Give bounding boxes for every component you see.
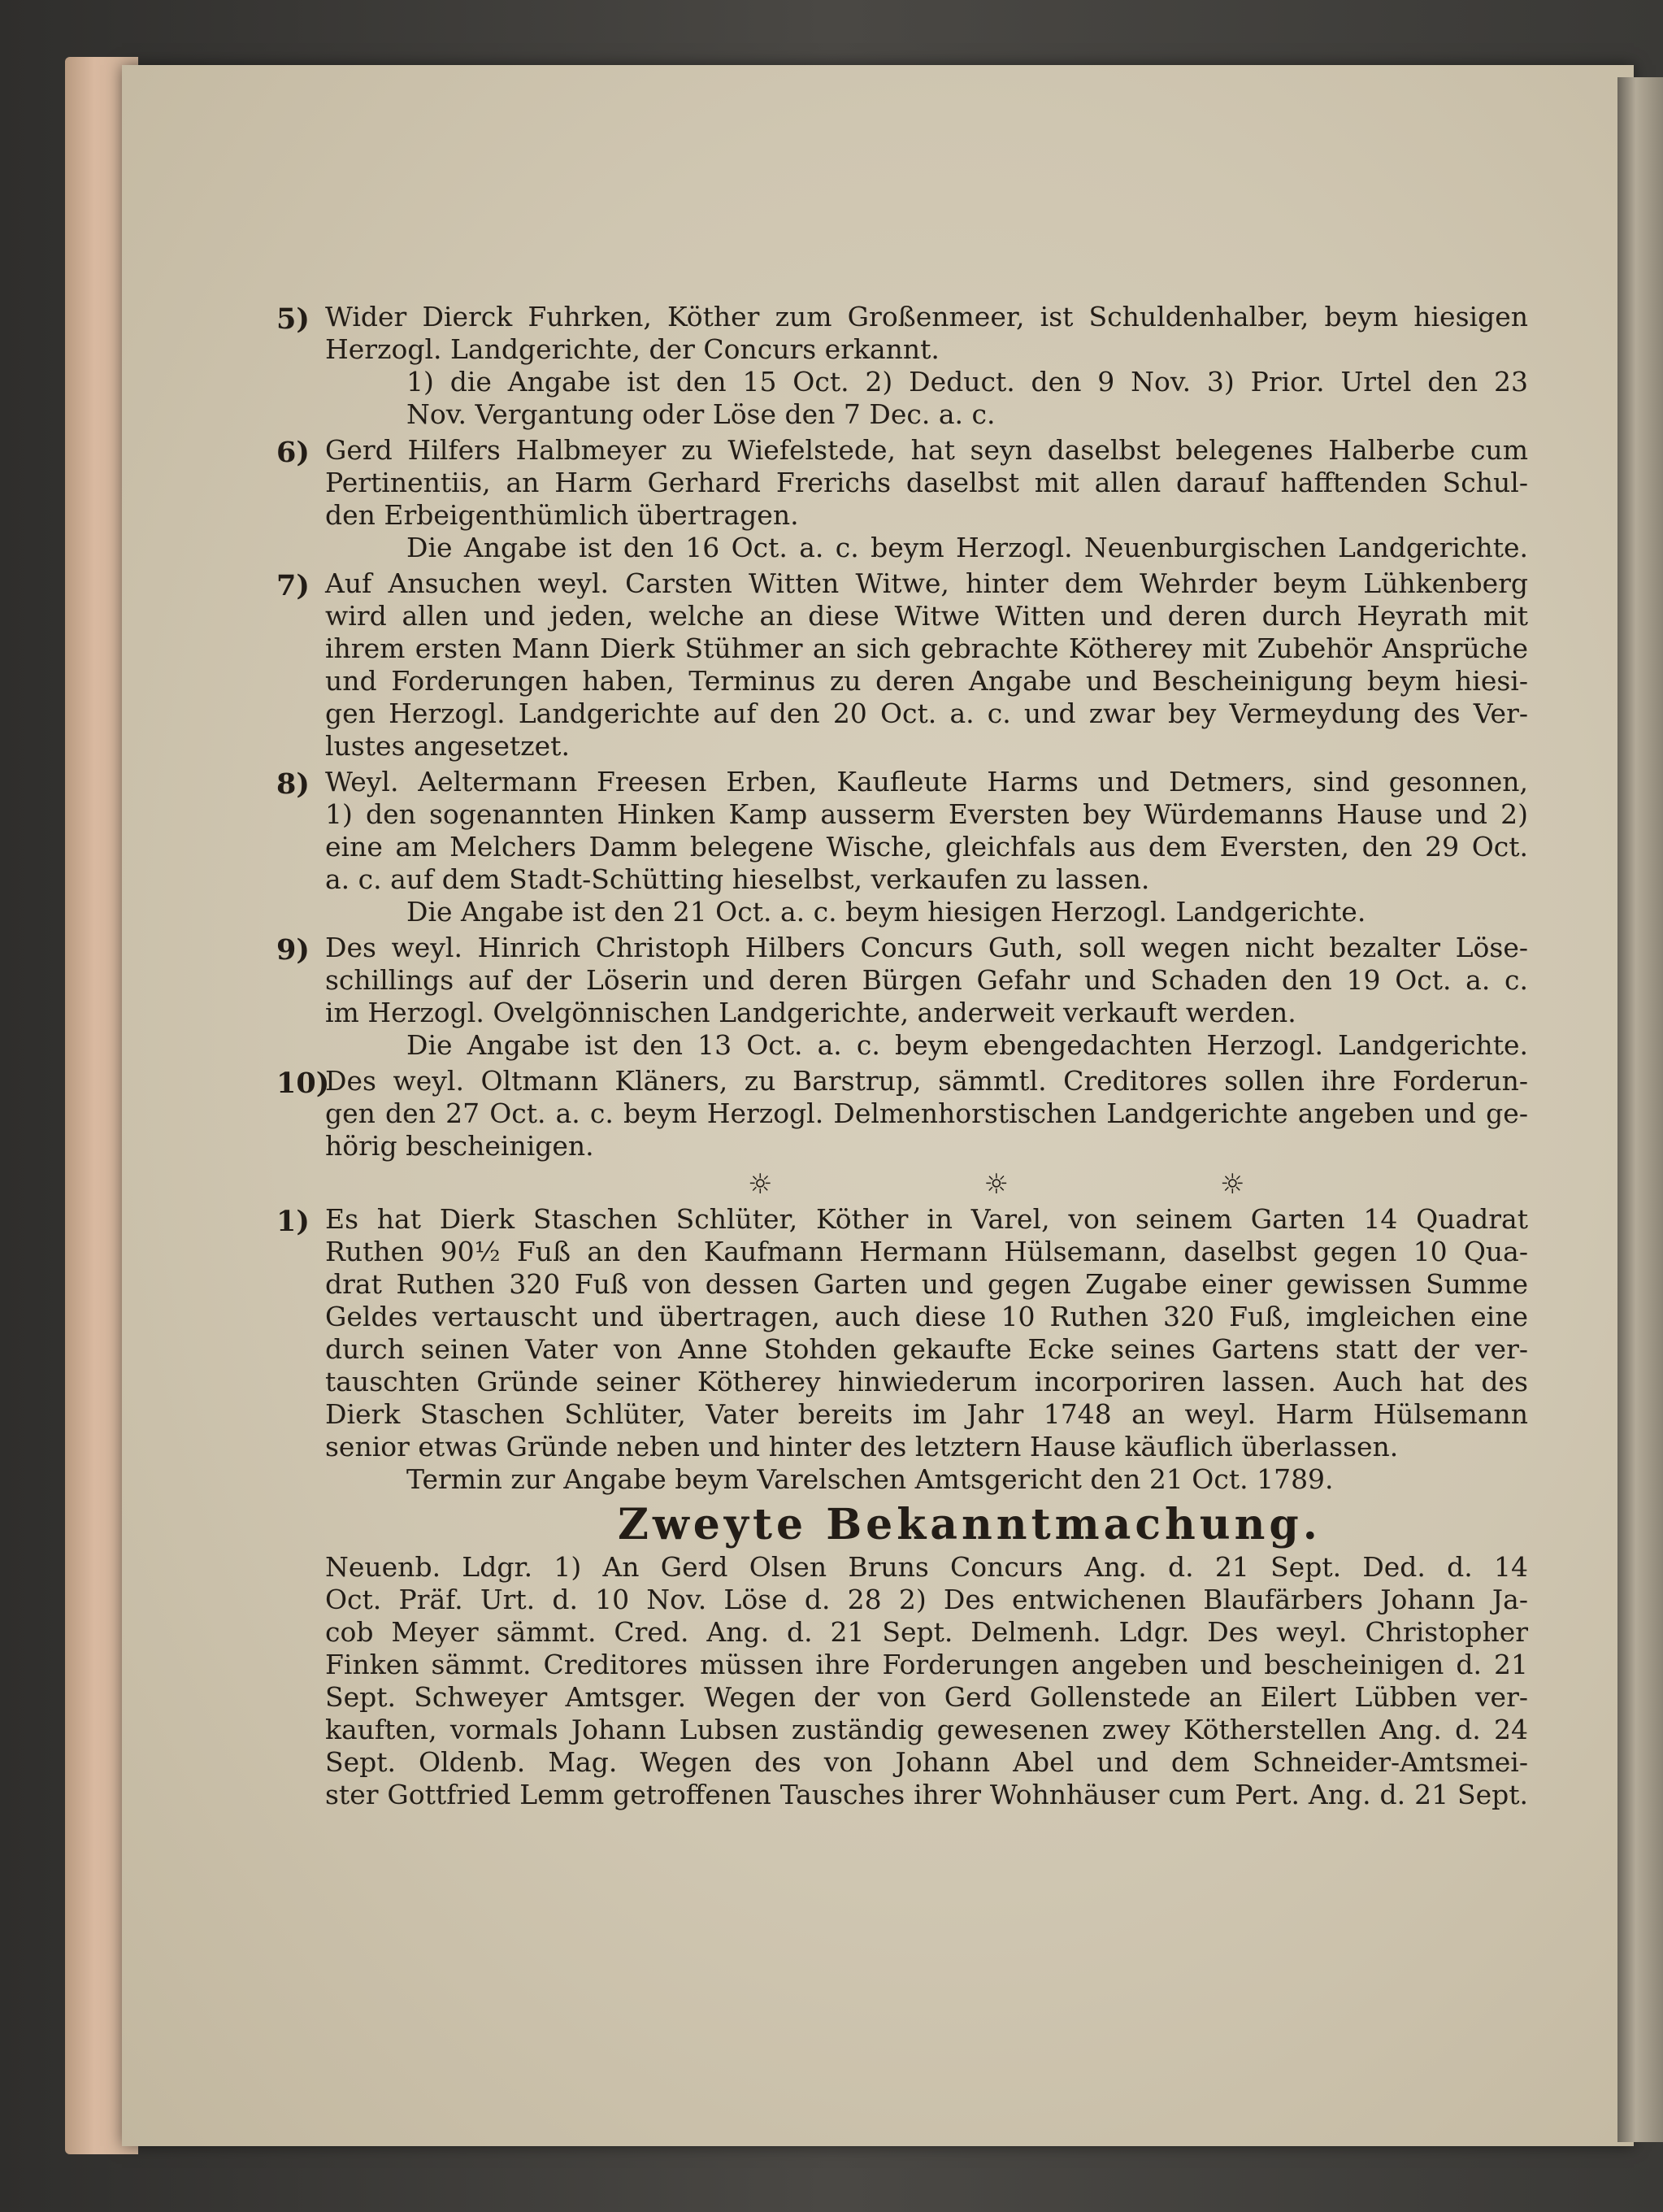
text-line: Es hat Dierk Staschen Schlüter, Köther in Varel, von seinem Garten 14 Quadrat <box>325 1203 1528 1235</box>
entry-6 <box>276 434 1528 564</box>
next-page-gutter <box>1617 77 1663 2142</box>
second-announcement <box>325 1551 1528 1811</box>
entry-number: 9) <box>276 933 310 967</box>
text-line: eine am Melchers Damm belegene Wische, gleichfals aus dem Eversten, den 29 Oct. <box>325 831 1528 863</box>
text-line: Geldes vertauscht und übertragen, auch diese 10 Ruthen 320 Fuß, imgleichen eine <box>325 1301 1528 1332</box>
text-line: 1) den sogenannten Hinken Kamp ausserm Eversten bey Würdemanns Hause und 2) <box>325 798 1528 830</box>
text-line: Termin zur Angabe beym Varelschen Amtsgericht den 21 Oct. 1789. <box>406 1463 1334 1495</box>
text-line: Des weyl. Hinrich Christoph Hilbers Concurs Guth, soll wegen nicht bezalter Löse- <box>325 932 1528 963</box>
text-line: Sept. Schweyer Amtsger. Wegen der von Gerd Gollenstede an Eilert Lübben ver- <box>325 1681 1528 1713</box>
entry-7 <box>276 567 1528 763</box>
entry-varel <box>276 1203 1528 1496</box>
entry-number: 7) <box>276 569 310 602</box>
text-line: drat Ruthen 320 Fuß von dessen Garten und gegen Zugabe einer gewissen Summe <box>325 1268 1528 1300</box>
text-line: und Forderungen haben, Terminus zu deren Angabe und Bescheinigung beym hiesi- <box>325 665 1528 697</box>
text-line: cob Meyer sämmt. Cred. Ang. d. 21 Sept. Delmenh. Ldgr. Des weyl. Christopher <box>325 1616 1528 1648</box>
text-line: im Herzogl. Ovelgönnischen Landgerichte, anderweit verkauft werden. <box>325 997 1296 1028</box>
text-line: wird allen und jeden, welche an diese Witwe Witten und deren durch Heyrath mit <box>325 600 1528 632</box>
text-line: gen Herzogl. Landgerichte auf den 20 Oct. a. c. und zwar bey Vermeydung des Ver- <box>325 697 1528 729</box>
text-line: Finken sämmt. Creditores müssen ihre Forderungen angeben und bescheinigen d. 21 <box>325 1649 1528 1680</box>
text-line: Die Angabe ist den 16 Oct. a. c. beym Herzogl. Neuenburgischen Landgerichte. <box>406 532 1528 563</box>
entry-number: 10) <box>276 1067 330 1100</box>
entry-number: 6) <box>276 436 310 469</box>
text-line: Sept. Oldenb. Mag. Wegen des von Johann Abel und dem Schneider-Amtsmei- <box>325 1746 1528 1778</box>
text-line: gen den 27 Oct. a. c. beym Herzogl. Delmenhorstischen Landgerichte angeben und ge- <box>325 1097 1528 1129</box>
text-line: schillings auf der Löserin und deren Bürgen Gefahr und Schaden den 19 Oct. a. c. <box>325 964 1528 996</box>
text-line: ihrem ersten Mann Dierk Stühmer an sich gebrachte Kötherey mit Zubehör Ansprüche <box>325 632 1528 664</box>
text-line: Weyl. Aeltermann Freesen Erben, Kaufleute Harms und Detmers, sind gesonnen, <box>325 766 1528 797</box>
entry-number: 5) <box>276 302 310 336</box>
entry-9 <box>276 932 1528 1062</box>
page-text <box>276 301 1528 1814</box>
text-line: a. c. auf dem Stadt-Schütting hieselbst, verkaufen zu lassen. <box>325 863 1150 895</box>
text-line: Nov. Vergantung oder Löse den 7 Dec. a. c. <box>406 398 996 430</box>
text-line: durch seinen Vater von Anne Stohden gekaufte Ecke seines Gartens statt der ver- <box>325 1333 1528 1365</box>
entry-10 <box>276 1065 1528 1162</box>
text-line: den Erbeigenthümlich übertragen. <box>325 499 799 531</box>
text-line: Dierk Staschen Schlüter, Vater bereits im Jahr 1748 an weyl. Harm Hülsemann <box>325 1398 1528 1430</box>
text-line: tauschten Gründe seiner Kötherey hinwiederum incorporiren lassen. Auch hat des <box>325 1366 1528 1397</box>
entry-8 <box>276 766 1528 928</box>
text-line: ster Gottfried Lemm getroffenen Tausches ihrer Wohnhäuser cum Pert. Ang. d. 21 Sept. <box>325 1779 1528 1810</box>
text-line: Oct. Präf. Urt. d. 10 Nov. Löse d. 28 2) Des entwichenen Blaufärbers Johann Ja- <box>325 1584 1528 1615</box>
text-line: Ruthen 90½ Fuß an den Kaufmann Hermann Hülsemann, daselbst gegen 10 Qua- <box>325 1236 1528 1267</box>
ornament-divider <box>325 1166 1528 1203</box>
text-line: Pertinentiis, an Harm Gerhard Frerichs daselbst mit allen darauf hafftenden Schul- <box>325 467 1528 498</box>
entry-number: 8) <box>276 767 310 801</box>
text-line: hörig bescheinigen. <box>325 1130 594 1162</box>
text-line: kauften, vormals Johann Lubsen zuständig gewesenen zwey Kötherstellen Ang. d. 24 <box>325 1714 1528 1745</box>
text-line: Herzogl. Landgerichte, der Concurs erkannt. <box>325 333 940 365</box>
text-line: senior etwas Gründe neben und hinter des letztern Hause käuflich überlassen. <box>325 1431 1399 1462</box>
text-line: lustes angesetzet. <box>325 730 570 762</box>
entry-5 <box>276 301 1528 431</box>
text-line: Des weyl. Oltmann Kläners, zu Barstrup, sämmtl. Creditores sollen ihre Forderun- <box>325 1065 1528 1097</box>
text-line: Auf Ansuchen weyl. Carsten Witten Witwe, hinter dem Wehrder beym Lühkenberg <box>325 567 1528 599</box>
text-line: Die Angabe ist den 21 Oct. a. c. beym hiesigen Herzogl. Landgerichte. <box>406 896 1366 928</box>
sun-ornament-icon: ☼ <box>983 1168 1009 1201</box>
text-line: Gerd Hilfers Halbmeyer zu Wiefelstede, hat seyn daselbst belegenes Halberbe cum <box>325 434 1528 466</box>
text-line: Neuenb. Ldgr. 1) An Gerd Olsen Bruns Concurs Ang. d. 21 Sept. Ded. d. 14 <box>325 1551 1528 1583</box>
text-line: 1) die Angabe ist den 15 Oct. 2) Deduct. den 9 Nov. 3) Prior. Urtel den 23 <box>406 366 1528 398</box>
entry-number: 1) <box>276 1205 310 1238</box>
sun-ornament-icon: ☼ <box>748 1168 773 1201</box>
text-line: Die Angabe ist den 13 Oct. a. c. beym ebengedachten Herzogl. Landgerichte. <box>406 1029 1528 1061</box>
section-heading: Zweyte Bekanntmachung. <box>618 1500 1322 1549</box>
text-line: Wider Dierck Fuhrken, Köther zum Großenmeer, ist Schuldenhalber, beym hiesigen <box>325 301 1528 332</box>
sun-ornament-icon: ☼ <box>1219 1168 1245 1201</box>
